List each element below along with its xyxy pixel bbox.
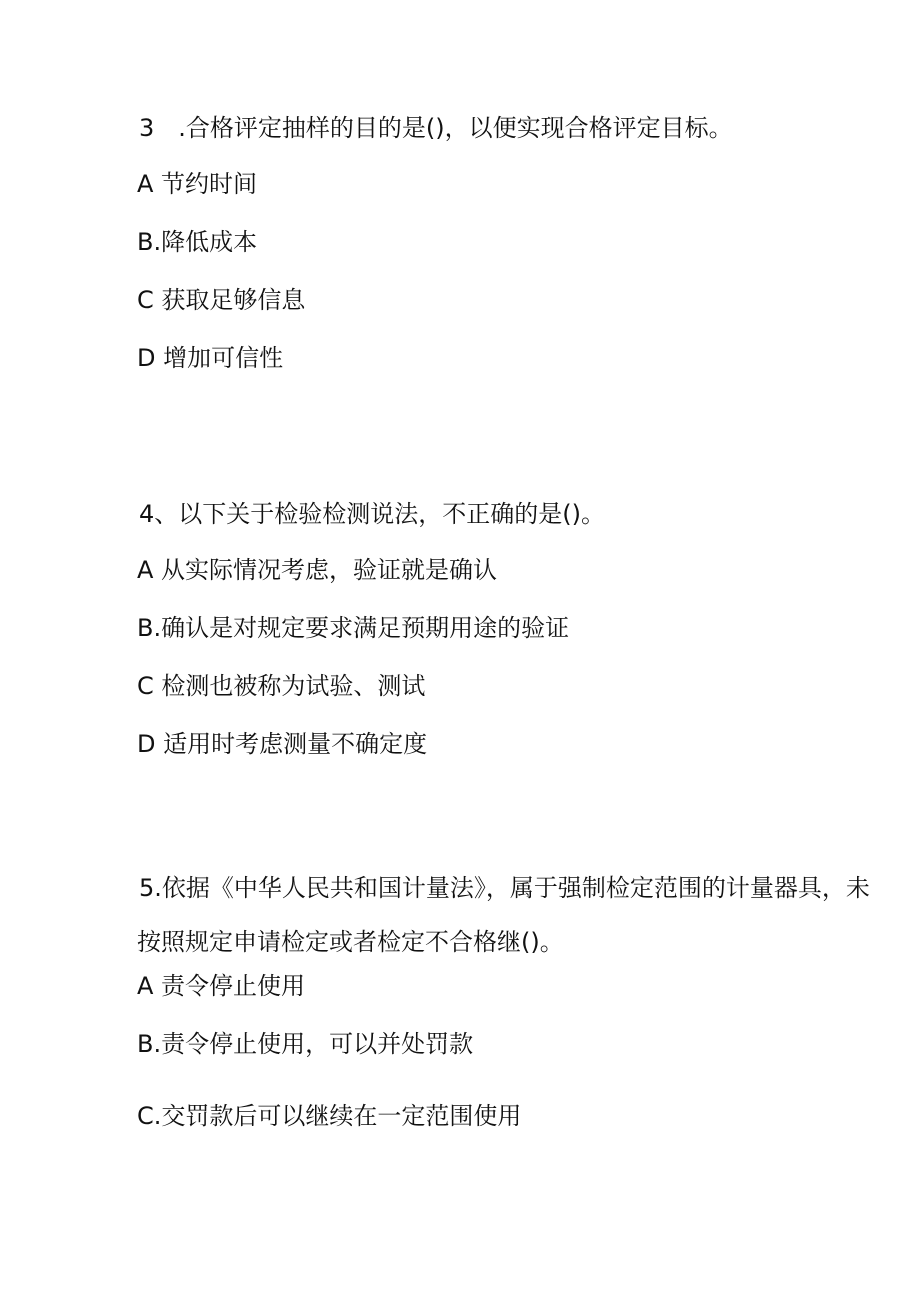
option-d: D 适用时考虑测量不确定度: [137, 730, 428, 758]
option-c: C 检测也被称为试验、测试: [137, 672, 426, 700]
option-a: A 节约时间: [137, 170, 258, 198]
option-b: B.降低成本: [137, 228, 258, 256]
option-b: B.确认是对规定要求满足预期用途的验证: [137, 614, 570, 642]
option-c: C 获取足够信息: [137, 286, 306, 314]
option-b: B.责令停止使用，可以并处罚款: [137, 1030, 474, 1058]
question-stem-line-1: 5.依据《中华人民共和国计量法》，属于强制检定范围的计量器具，未: [139, 874, 870, 902]
option-c: C.交罚款后可以继续在一定范围使用: [137, 1102, 522, 1130]
question-stem: 3 .合格评定抽样的目的是()，以便实现合格评定目标。: [139, 114, 733, 142]
question-stem-line-2: 按照规定申请检定或者检定不合格继()。: [137, 928, 564, 956]
option-a: A 从实际情况考虑，验证就是确认: [137, 556, 498, 584]
question-stem: 4、以下关于检验检测说法，不正确的是()。: [139, 500, 605, 528]
option-d: D 增加可信性: [137, 344, 284, 372]
option-a: A 责令停止使用: [137, 972, 306, 1000]
